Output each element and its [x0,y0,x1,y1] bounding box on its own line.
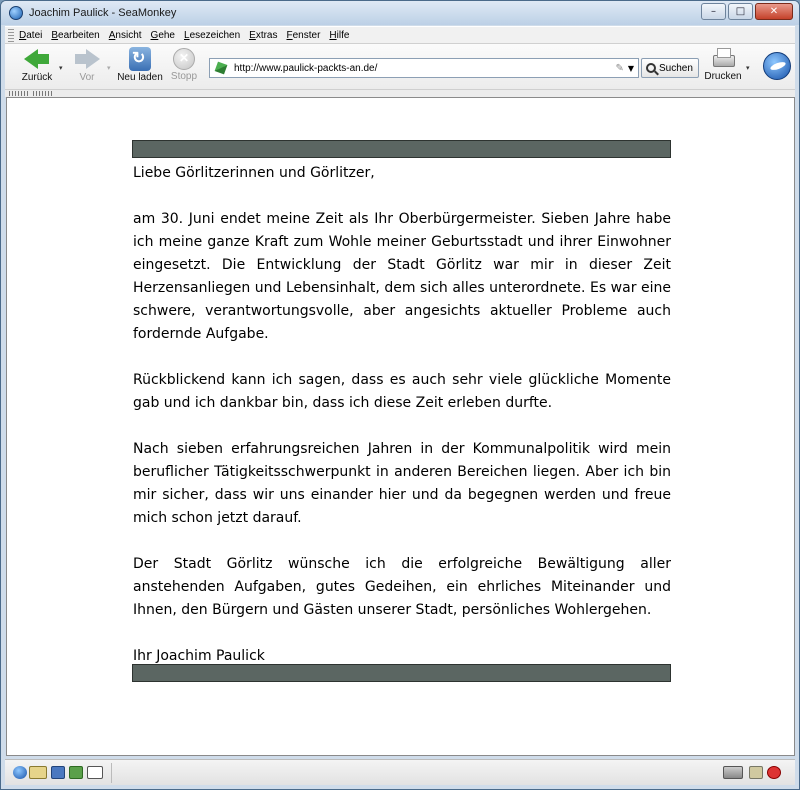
back-button[interactable]: Zurück [19,47,55,83]
paragraph: Rückblickend kann ich sagen, dass es auch sehr viele glückliche Momente gab und ich dankbar bin, dass ich diese Zeit erleben durfte. [133,372,671,411]
mail-icon[interactable] [29,766,47,779]
salutation: Liebe Görlitzerinnen und Görlitzer, [133,165,375,181]
forward-button[interactable]: Vor [71,47,103,83]
browser-globe-icon[interactable] [13,766,27,779]
window-title: Joachim Paulick - SeaMonkey [29,7,177,19]
bookmark-pin-icon[interactable]: ✎ [615,62,624,74]
page-content [6,97,795,756]
address-book-icon[interactable] [87,766,103,779]
window-controls [701,3,793,20]
minimize-button[interactable]: – [701,3,726,20]
paragraph: am 30. Juni endet meine Zeit als Ihr Oberbürgermeister. Sieben Jahre habe ich meine ganze Kraft zum Wohle meiner Geburtsstadt und ihrer Einwohner eingesetzt. Die Entwicklung der Stadt Görlitz war mir in dieser Zeit Herzensanliegen und Lebensinhalt, dem sich alles unterordnete. Es war eine schwere, verantwortungsvolle, aber angesichts aktueller Probleme auch fordernde Aufgabe. [133,211,671,342]
forward-arrow-icon [74,47,100,71]
paragraph: Nach sieben erfahrungsreichen Jahren in der Kommunalpolitik wird mein beruflicher Tätigkeitsschwerpunkt in anderen Bereichen liegen. Aber ich bin mir sicher, dass wir uns einander hier und da begegnen werden und freue mich schon jetzt darauf. [133,441,671,526]
toolbar-collapse-strip [5,89,795,97]
printer-icon [711,47,735,69]
menu-hilfe[interactable]: Hilfe [329,29,350,41]
title-bar [1,1,799,25]
stop-icon [173,48,195,70]
seamonkey-app-icon [9,6,23,20]
menu-ansicht[interactable]: Ansicht [108,29,142,41]
back-arrow-icon [24,47,50,71]
url-dropdown-icon[interactable]: ▼ [627,63,634,73]
navigation-toolbar [5,43,795,89]
composer-icon[interactable] [51,766,65,779]
menu-gehe[interactable]: Gehe [150,29,175,41]
reload-icon [129,47,151,71]
print-dropdown-icon[interactable]: ▾ [746,64,750,72]
status-divider [111,763,112,783]
search-button[interactable]: Suchen [641,58,699,78]
menu-datei[interactable]: Datei [19,29,43,41]
print-button[interactable]: Drucken [703,47,743,82]
site-icon [215,62,228,75]
menu-extras[interactable]: Extras [249,29,278,41]
back-dropdown-icon[interactable]: ▾ [59,64,63,72]
editor-icon[interactable] [69,766,83,779]
reload-button[interactable]: ↻ Neu laden [115,47,165,83]
status-bar [5,759,795,785]
url-bar[interactable] [209,58,639,78]
header-bar [132,140,671,158]
maximize-button[interactable]: □ [728,3,753,20]
forward-dropdown-icon[interactable]: ▾ [107,64,111,72]
menu-lesezeichen[interactable]: Lesezeichen [184,29,241,41]
online-plug-icon[interactable] [723,766,743,779]
menubar-grip-icon[interactable] [8,29,14,42]
collapse-grip-icon[interactable] [33,91,53,96]
letter-article [133,162,671,668]
collapse-grip-icon[interactable] [9,91,29,96]
security-lock-icon[interactable] [749,766,763,779]
signature: Ihr Joachim Paulick [133,648,265,664]
stop-button[interactable]: ✕ Stopp [167,47,201,82]
footer-bar [132,664,671,682]
popup-blocked-icon[interactable] [767,766,781,779]
menu-bar [5,26,795,43]
seamonkey-logo-icon[interactable] [763,52,791,80]
paragraph: Der Stadt Görlitz wünsche ich die erfolgreiche Bewältigung aller anstehenden Aufgaben, gutes Gedeihen, ein ehrliches Miteinander und Ihnen, den Bürgern und Gästen unserer Stadt, persönliches Wohlergehen. [133,556,671,618]
menu-bearbeiten[interactable]: Bearbeiten [51,29,100,41]
search-icon [646,63,656,73]
url-input[interactable]: http://www.paulick-packts-an.de/ [234,62,378,74]
close-button[interactable]: ✕ [755,3,793,20]
menu-fenster[interactable]: Fenster [286,29,321,41]
